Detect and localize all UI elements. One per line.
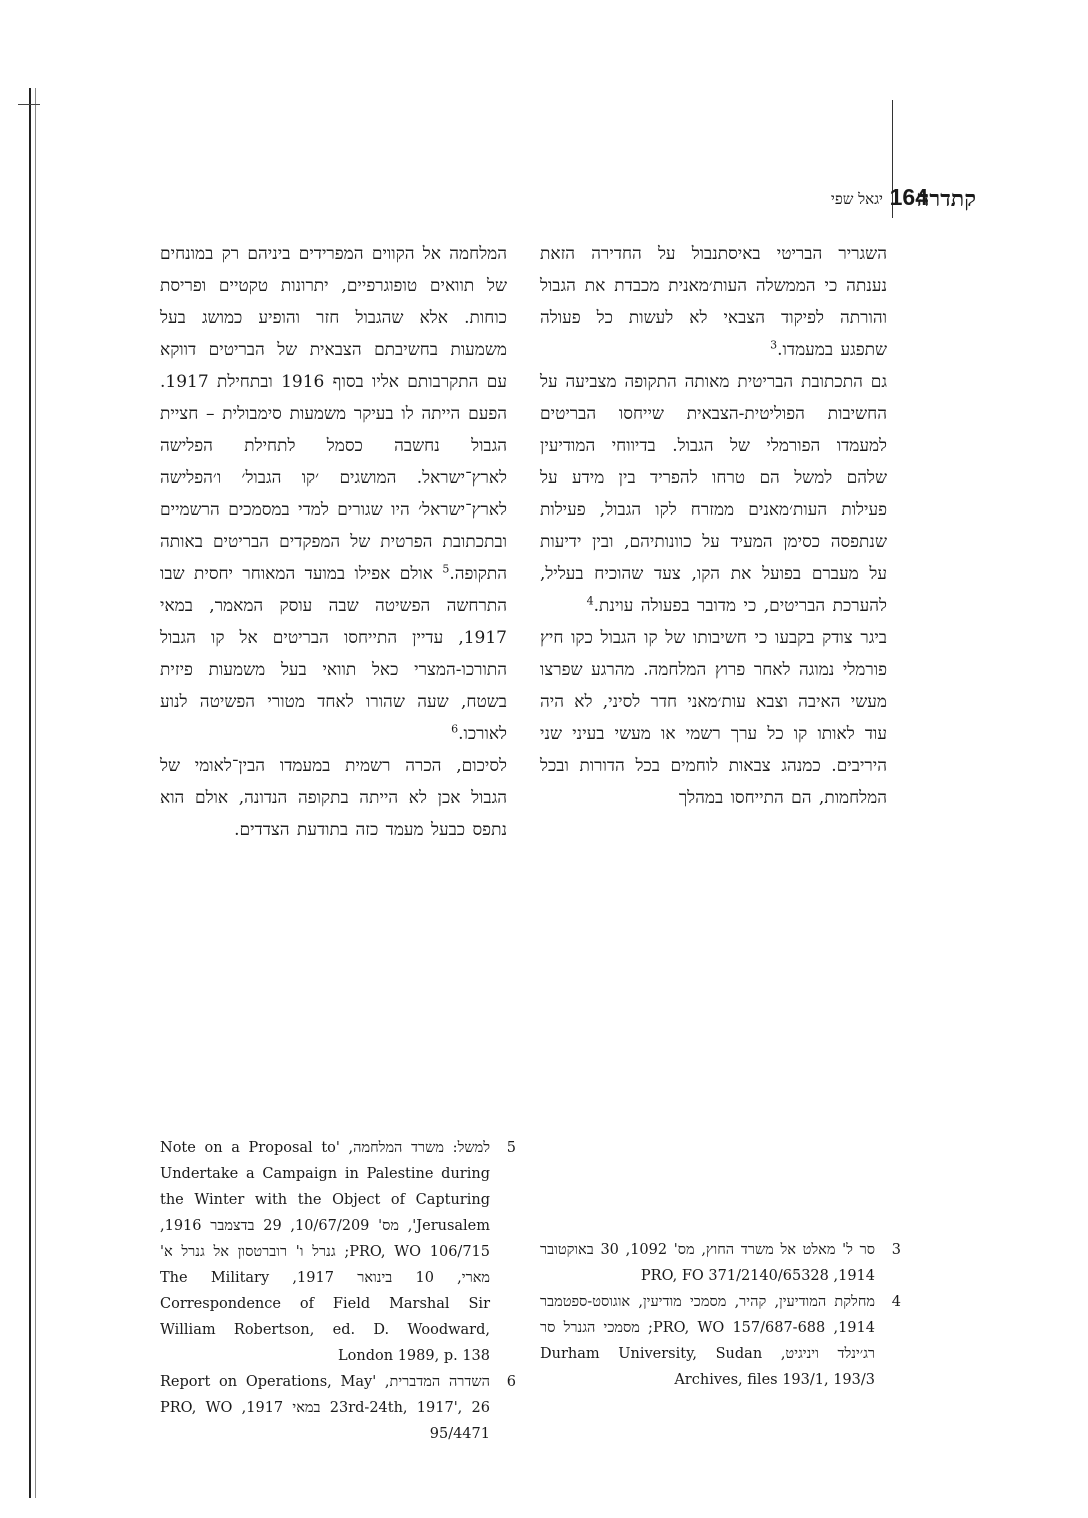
author-name: יגאל שפי: [830, 190, 883, 208]
footnote-number: 3: [891, 1242, 901, 1258]
paragraph: גם התכתובת הבריטית מאותה התקופה מצביעה על החשיבות הפוליטית-הצבאית שייחסו הבריטים למעמדו הפורמלי של הגבול. בדיווחי המודיעין שלהם למשל הם טרחו להפריד בין מידע על פעילות העות׳מאנים ממזרח לקו הגבול, פעילות שנתפסה כסימן המעיד על כוונותיהם, ובין ידיעות על מעברם בפועל את הקו, צעד שהוכיח בעליל, להערכת הבריטים, כי מדובר בפעולה עוינת.$^4$: [540, 372, 887, 616]
footnote-number: 6: [506, 1374, 516, 1390]
footnote-text: השדרה המדברית, 'Report on Operations, May 23rd-24th, 1917', 26 במאי 1917, PRO, WO 95/4471: [160, 1374, 490, 1442]
footnotes-right: [540, 1237, 905, 1393]
paragraph: לסיכום, הכרה רשמית במעמדו הבין־לאומי של הגבול אכן לא הייתה בתקופה הנדונה, אולם הוא נתפס כבעל מעמד כזה בתודעת הצדדים.: [160, 756, 507, 840]
binding-tick: [18, 104, 40, 105]
page-header: [0, 180, 1088, 220]
footnote-number: 4: [891, 1294, 901, 1310]
footnote: [540, 1237, 905, 1289]
footnote-text: סר ל' מאלט אל משרד החוץ, מס' 1092, 30 באוקטובר 1914, PRO, FO 371/2140/65328: [540, 1242, 876, 1284]
binding-line-inner: [35, 88, 36, 1498]
footnote-number: 5: [506, 1140, 516, 1156]
footnote-text: מחלקת המודיעין, קהיר, מסמכי מודיעין, אוגוסט-ספטמבר 1914, PRO, WO 157/687-688; מסמכי הגנרל סר רג׳ינלד ויניגיט, Durham University, Sudan Archives, files 193/1, 193/3: [540, 1294, 875, 1388]
paragraph: ביגר צודק בקבעו כי חשיבותו של קו הגבול כקו חיץ פורמלי נמוגה לאחר פרוץ המלחמה. מהרגע שפרצו מעשי האיבה וצבא עות׳מאני חדר לסיני, לא היה עוד לאותו קו כל ערך רשמי או מעשי בעיני שני היריבים. כמנהג צבאות לוחמים בכל הדורות ובכל המלחמות, הם התייחסו במהלך: [540, 628, 887, 808]
footnote: [160, 1135, 520, 1369]
page-number: 164: [889, 184, 928, 210]
footnote-ref[interactable]: 5: [442, 562, 450, 576]
footnote: [540, 1289, 905, 1393]
text-column-right: [540, 238, 887, 814]
running-title: קתדרה: [916, 186, 976, 212]
binding-line: [29, 88, 31, 1498]
footnote-ref[interactable]: 4: [586, 594, 594, 608]
paragraph: המלחמה אל הקווים המפרידים ביניהם רק במונחים של תוואים טופוגרפיים, יתרונות טקטיים ופריסת כוחות. אלא שהגבול חזר והופיע כמושג בעל משמעות בחשיבתם הצבאית של הבריטים דווקא עם התקרבותם אליו בסוף 1916 ובתחילת 1917. הפעם הייתה לו בעיקר משמעות סימבולית – חציית הגבול נחשבה כסמל לתחילת הפלישה לארץ־ישראל. המושגים ׳קו הגבול׳ ו׳הפלישה לארץ־ישראל׳ היו שגורים למדי במסמכים הרשמיים ובתכתובת הפרטית של המפקדים הבריטים באותה התקופה.$^5$ אולם אפילו במועד המאוחר יחסית שבו התרחשה הפשיטה שבה עוסק המאמר, במאי 1917, עדיין התייחסו הבריטים אל קו הגבול התורכו-המצרי כאל תוואי בעל משמעות פיזית בשטח, שעה שהורו לאחד מטורי הפשיטה לנוע לאורכו.$^6$: [160, 244, 507, 744]
paragraph: השגריר הבריטי באיסתנבול על החדירה הזאת נענתה כי הממשלה העות׳מאנית מכבדת את הגבול והורתה לפיקוד הצבאי לא לעשות כל פעולה שתפגע במעמדו.$^3$: [540, 244, 887, 360]
footnotes-left: [160, 1135, 520, 1447]
footnote-ref[interactable]: 3: [770, 338, 778, 352]
text-column-left: [160, 238, 507, 846]
footnote: [160, 1369, 520, 1447]
footnote-ref[interactable]: 6: [451, 722, 459, 736]
footnote-text: למשל: משרד המלחמה, 'Note on a Proposal to Undertake a Campaign in Palestine during the Winter with the Object of Capturing Jerusalem', מס' 10/67/209, 29 בדצמבר 1916, PRO, WO 106/715; גנרל ו' רוברטסון אל גנרל א' מארי, 10 בינואר 1917, The Military Correspondence of Field Marshal Sir William Robertson, ed. D. Woodward, London 1989, p. 138: [160, 1140, 491, 1364]
